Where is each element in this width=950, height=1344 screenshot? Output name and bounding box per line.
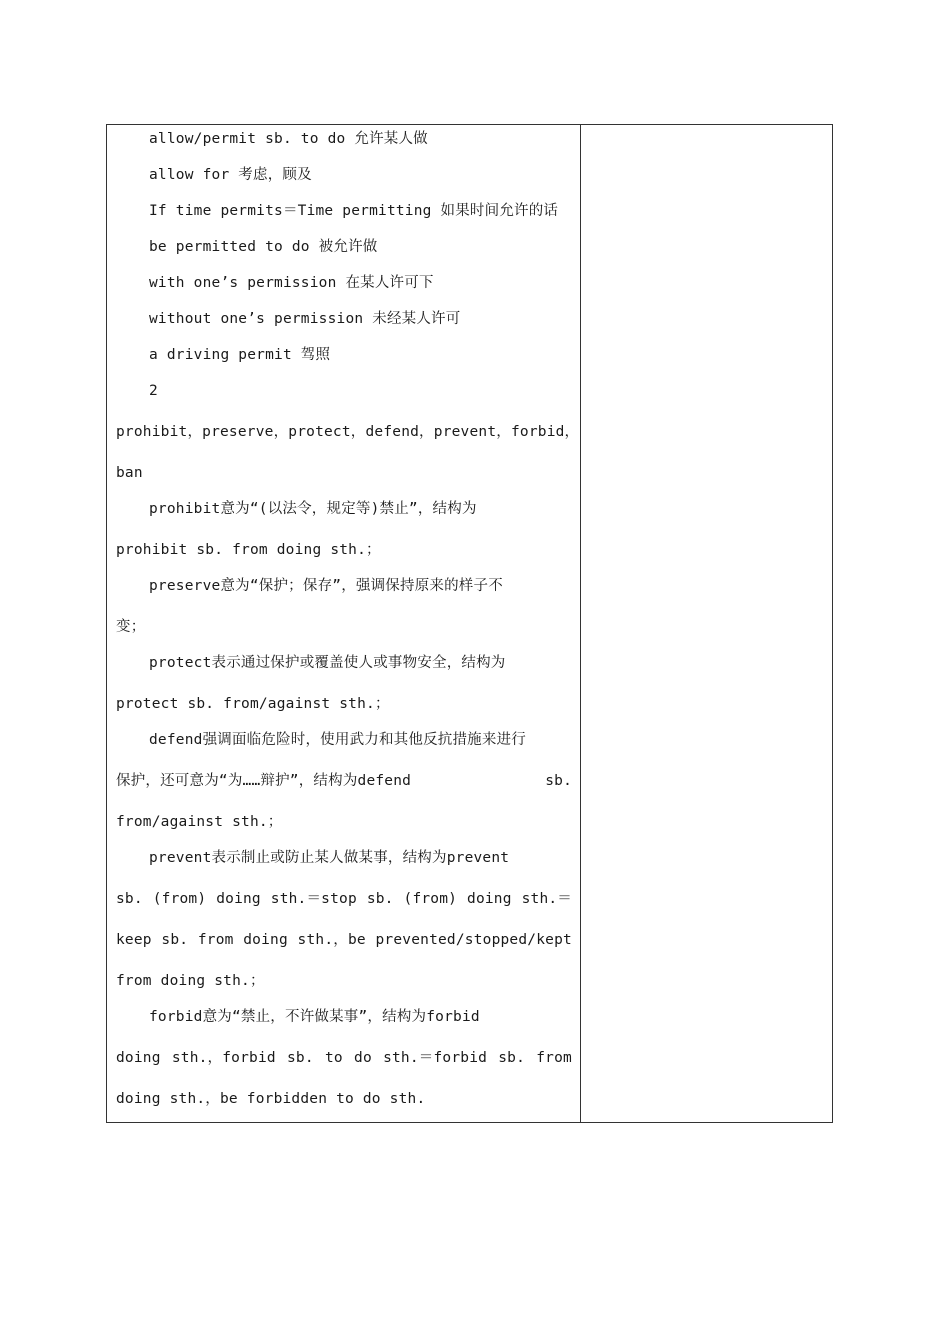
content-table xyxy=(106,124,833,1123)
word: sb. xyxy=(366,891,394,907)
word: sth.，be xyxy=(297,932,366,948)
text-line: doing sth.，be forbidden to do sth. xyxy=(116,1091,426,1107)
text-line: defend强调面临危险时，使用武力和其他反抗措施来进行 xyxy=(149,732,526,748)
text-line: without one’s permission 未经某人许可 xyxy=(149,311,461,327)
text-line: a driving permit 驾照 xyxy=(149,347,331,363)
text-line: prohibit，preserve，protect，defend，prevent，forbid， xyxy=(116,424,580,440)
blank-column xyxy=(581,125,832,1122)
word: sb. xyxy=(498,1050,526,1066)
word: doing xyxy=(243,932,288,948)
text-line: with one’s permission 在某人许可下 xyxy=(149,275,434,291)
text-line: be permitted to do 被允许做 xyxy=(149,239,378,255)
word: do xyxy=(354,1050,372,1066)
text-line: 变； xyxy=(116,619,146,635)
text-line: prohibit意为“(以法令，规定等)禁止”，结构为 xyxy=(149,501,477,517)
text-line: protect sb. from/against sth.； xyxy=(116,696,390,712)
text-line: allow/permit sb. to do 允许某人做 xyxy=(149,131,428,147)
word: sth.＝forbid xyxy=(383,1050,488,1066)
word: (from) xyxy=(403,891,458,907)
justified-line xyxy=(116,930,572,950)
word: sb. xyxy=(287,1050,314,1066)
text-line: allow for 考虑，顾及 xyxy=(149,167,312,183)
text-line: from doing sth.； xyxy=(116,973,265,989)
word: doing xyxy=(216,891,261,907)
word: (from) xyxy=(152,891,207,907)
justified-line xyxy=(116,1048,572,1068)
text-line: from/against sth.； xyxy=(116,814,283,830)
justified-line xyxy=(116,889,572,909)
word: from xyxy=(197,932,234,948)
word: to xyxy=(324,1050,343,1066)
text-line: ban xyxy=(116,465,143,481)
word: sth.＝stop xyxy=(270,891,357,907)
text-line: protect表示通过保护或覆盖使人或事物安全，结构为 xyxy=(149,655,506,671)
word: from xyxy=(536,1050,572,1066)
word: sth.，forbid xyxy=(171,1050,276,1066)
word: sb. xyxy=(161,932,189,948)
text-line: forbid意为“禁止，不许做某事”，结构为forbid xyxy=(149,1009,480,1025)
word: keep xyxy=(116,932,152,948)
word: doing xyxy=(467,891,512,907)
word: sb. xyxy=(545,773,572,789)
word: sb. xyxy=(116,891,143,907)
text-line: preserve意为“保护；保存”，强调保持原来的样子不 xyxy=(149,578,503,594)
word: prevented/stopped/kept xyxy=(375,932,572,948)
text-line: If time permits＝Time permitting 如果时间允许的话 xyxy=(149,203,559,219)
notes-column xyxy=(107,125,581,1122)
text-line: prohibit sb. from doing sth.； xyxy=(116,542,381,558)
word: sth.＝ xyxy=(521,891,572,907)
word: doing xyxy=(116,1050,161,1066)
justified-line xyxy=(116,771,572,791)
section-number: 2 xyxy=(149,383,158,399)
word: 保护，还可意为“为……辩护”，结构为defend xyxy=(116,773,412,789)
text-line: prevent表示制止或防止某人做某事，结构为prevent xyxy=(149,850,510,866)
